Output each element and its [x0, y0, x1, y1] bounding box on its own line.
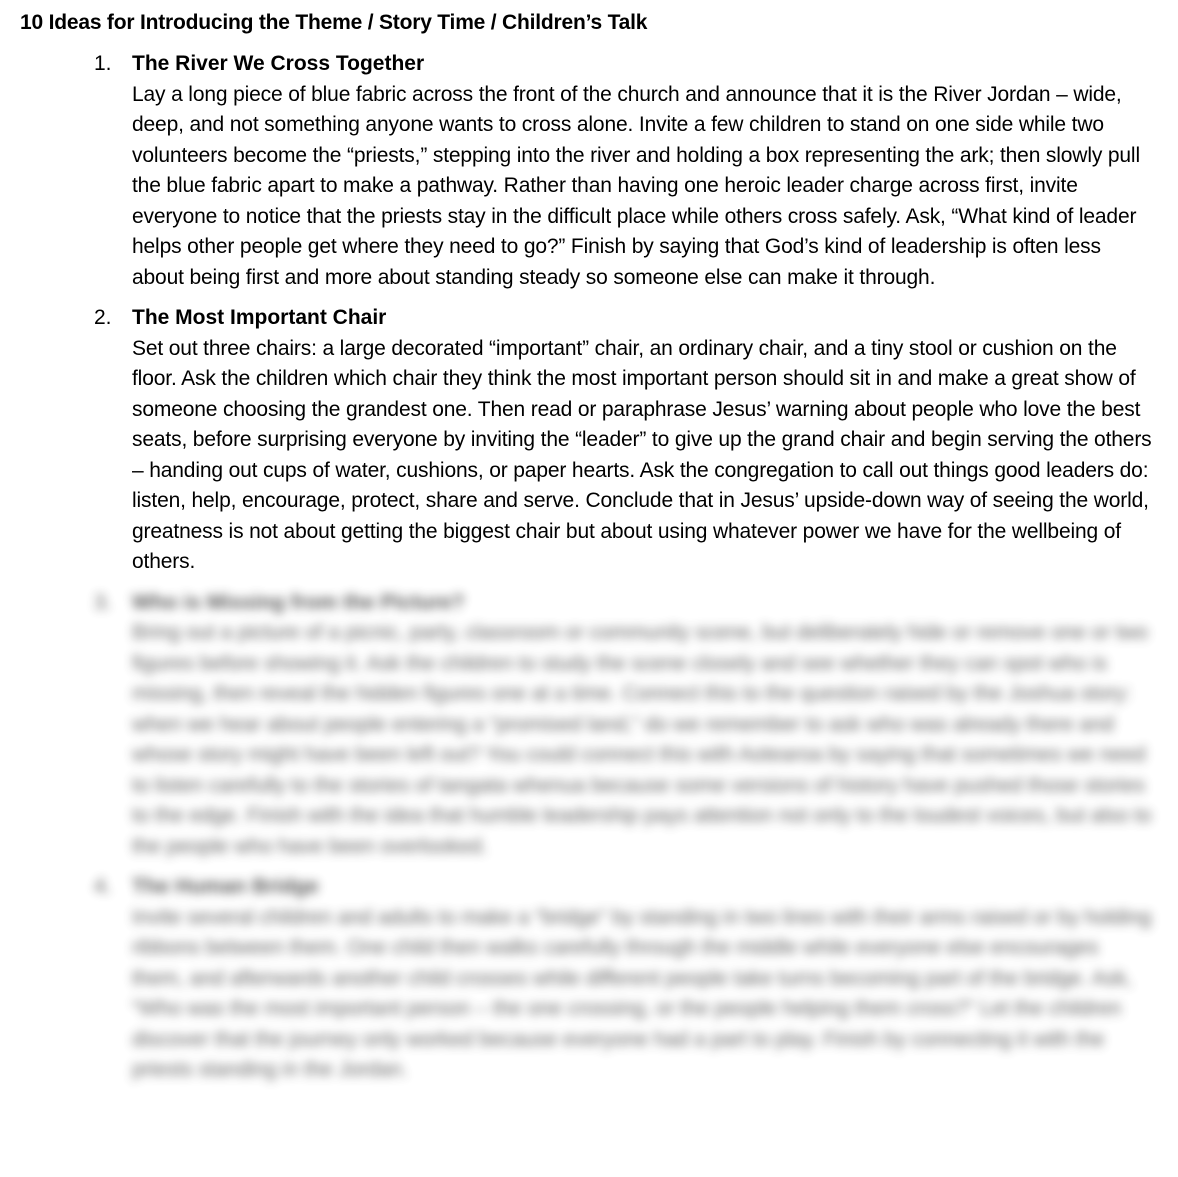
ideas-list — [0, 49, 1178, 1096]
idea-item-2 — [0, 303, 1178, 578]
idea-item-3-blurred — [0, 588, 1178, 863]
idea-title: The Human Bridge — [132, 875, 319, 898]
idea-item-4-blurred — [0, 872, 1178, 1086]
idea-body: Invite several children and adults to make a “bridge” by standing in two lines with their arms raised or by holding ribbons between them. One child then walks carefully through the middle while everyone else encourages them, and afterwards another child crosses while different people take turns becoming part of the bridge. Ask, “Who was the most important person – the one crossing, or the people helping them cross?” Let the children discover that the journey only worked because everyone had a part to play. Finish by connecting it with the priests standing in the Jordan. — [132, 905, 1152, 1081]
idea-number: 1. — [94, 52, 112, 75]
idea-body: Bring out a picture of a picnic, party, classroom or community scene, but deliberately hide or remove one or two figures before showing it. Ask the children to study the scene closely and see whether they can spot who is missing, then reveal the hidden figures one at a time. Connect this to the question raised by the Joshua story: when we hear about people entering a “promised land,” do we remember to ask who was already there and whose story might have been left out? You could connect this with Aotearoa by saying that sometimes we need to listen carefully to the stories of tangata whenua because some versions of history have pushed those stories to the edge. Finish with the idea that humble leadership pays attention not only to the loudest voices, but also to the people who have been overlooked. — [132, 621, 1152, 858]
idea-number: 2. — [94, 306, 112, 329]
idea-item-1 — [0, 49, 1178, 293]
idea-number: 4. — [94, 875, 112, 898]
document-title: 10 Ideas for Introducing the Theme / Story Time / Children’s Talk — [20, 11, 648, 34]
idea-body: Lay a long piece of blue fabric across the front of the church and announce that it is the River Jordan – wide, deep, and not something anyone wants to cross alone. Invite a few children to stand on one side while two volunteers become the “priests,” stepping into the river and holding a box representing the ark; then slowly pull the blue fabric apart to make a pathway. Rather than having one heroic leader charge across first, invite everyone to notice that the priests stay in the difficult place while others cross safely. Ask, “What kind of leader helps other people get where they need to go?” Finish by saying that God’s kind of leadership is often less about being first and more about standing steady so someone else can make it through. — [132, 82, 1140, 289]
idea-title: The River We Cross Together — [132, 52, 425, 75]
idea-title: Who is Missing from the Picture? — [132, 590, 465, 614]
idea-number: 3. — [94, 590, 112, 614]
idea-body: Set out three chairs: a large decorated “important” chair, an ordinary chair, and a tiny stool or cushion on the floor. Ask the children which chair they think the most important person should sit in and make a great show of someone choosing the grandest one. Then read or paraphrase Jesus’ warning about people who love the best seats, before surprising everyone by inviting the “leader” to give up the grand chair and begin serving the others – handing out cups of water, cushions, or paper hearts. Ask the congregation to call out things good leaders do: listen, help, encourage, protect, share and serve. Conclude that in Jesus’ upside-down way of seeing the world, greatness is not about getting the biggest chair but about using whatever power we have for the wellbeing of others. — [132, 336, 1152, 573]
idea-title: The Most Important Chair — [132, 306, 387, 329]
